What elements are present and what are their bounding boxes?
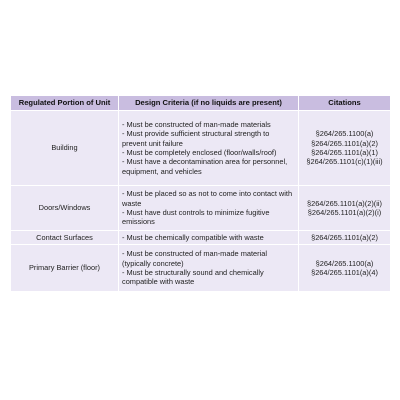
- criteria-item: - Must be structurally sound and chemically compatible with waste: [122, 268, 264, 287]
- table-header-row: [11, 96, 391, 111]
- criteria-item: - Must have a decontamination area for personnel, equipment, and vehicles: [122, 157, 288, 176]
- criteria-item: - Must be constructed of man-made material (typically concrete): [122, 249, 267, 268]
- portion-cell: Contact Surfaces: [11, 231, 119, 245]
- header-citations: Citations: [299, 96, 391, 111]
- table-row-primary-barrier: [11, 245, 391, 292]
- citations-cell: [299, 111, 391, 186]
- citation: §264/265.1101(a)(4): [311, 268, 378, 277]
- criteria-cell: [119, 111, 299, 186]
- header-design-criteria: Design Criteria (if no liquids are present): [119, 96, 299, 111]
- criteria-item: - Must be placed so as not to come into contact with waste: [122, 189, 293, 208]
- criteria-cell: [119, 245, 299, 292]
- criteria-item: - Must have dust controls to minimize fugitive emissions: [122, 208, 270, 227]
- regulation-table: [10, 95, 391, 292]
- citation: §264/265.1101(a)(1): [311, 148, 378, 157]
- regulation-table-container: [10, 95, 390, 292]
- portion-cell: Building: [11, 111, 119, 186]
- citation: §264/265.1101(a)(2): [311, 232, 378, 242]
- citation: §264/265.1101(c)(1)(iii): [306, 157, 383, 167]
- criteria-item: - Must be completely enclosed (floor/walls/roof): [122, 148, 277, 157]
- criteria-item: - Must provide sufficient structural strength to prevent unit failure: [122, 129, 270, 148]
- portion-cell: Primary Barrier (floor): [11, 245, 119, 292]
- citation: §264/265.1100(a): [315, 129, 374, 139]
- citations-cell: [299, 245, 391, 292]
- citation: §264/265.1100(a): [315, 258, 374, 268]
- citations-cell: [299, 231, 391, 245]
- citations-cell: [299, 186, 391, 231]
- criteria-cell: [119, 231, 299, 245]
- citation: §264/265.1101(a)(2): [311, 138, 378, 148]
- citation: §264/265.1101(a)(2)(ii): [306, 198, 383, 208]
- citation: §264/265.1101(a)(2)(i): [307, 208, 382, 217]
- table-row-doors-windows: [11, 186, 391, 231]
- table-row-building: [11, 111, 391, 186]
- criteria-item: - Must be constructed of man-made materials: [122, 119, 271, 129]
- criteria-item: - Must be chemically compatible with waste: [122, 232, 264, 242]
- table-row-contact-surfaces: [11, 231, 391, 245]
- portion-cell: Doors/Windows: [11, 186, 119, 231]
- header-regulated-portion: Regulated Portion of Unit: [11, 96, 119, 111]
- criteria-cell: [119, 186, 299, 231]
